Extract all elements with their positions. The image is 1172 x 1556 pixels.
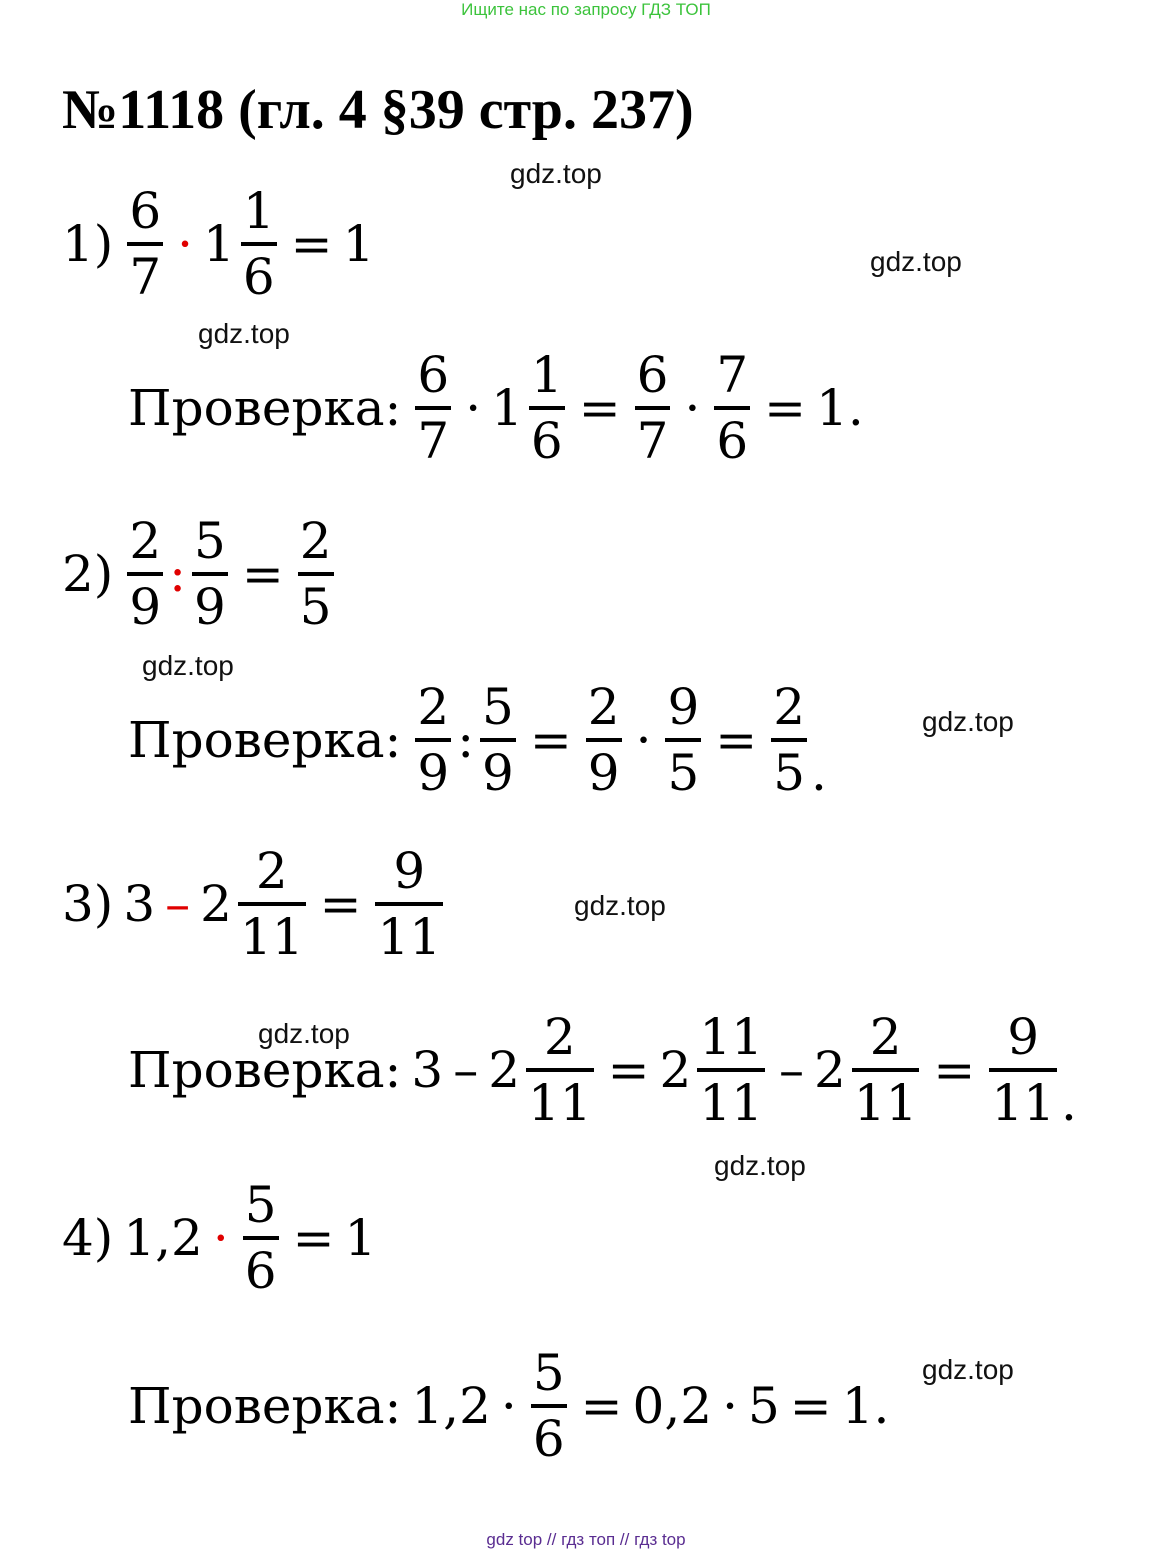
problem-number: 4) — [62, 1209, 114, 1267]
numerator: 2 — [299, 512, 332, 570]
result: 1. — [841, 1377, 890, 1435]
numerator: 6 — [636, 346, 669, 404]
decimal-number: 0,2 — [632, 1377, 713, 1435]
fraction — [127, 512, 163, 636]
denominator: 9 — [127, 572, 163, 632]
minuend: 3 — [411, 1041, 444, 1099]
fraction — [241, 182, 277, 306]
decimal-number: 1,2 — [123, 1209, 203, 1267]
whole-part: 2 — [659, 1041, 692, 1099]
watermark: gdz.top — [922, 706, 1014, 737]
denominator: 11 — [697, 1068, 765, 1128]
denominator: 6 — [243, 1236, 279, 1296]
problem-number: 3) — [62, 875, 114, 933]
numerator: 5 — [532, 1344, 565, 1402]
numerator: 2 — [417, 678, 450, 736]
fraction — [127, 182, 163, 306]
numerator: 9 — [1007, 1008, 1040, 1066]
fraction — [375, 842, 443, 966]
numerator: 7 — [716, 346, 749, 404]
decimal-number: 1,2 — [411, 1377, 491, 1435]
whole-part: 1 — [203, 215, 235, 273]
numerator: 6 — [129, 182, 162, 240]
equals-sign: = — [764, 379, 807, 437]
whole-part: 2 — [200, 875, 232, 933]
numerator: 2 — [587, 678, 620, 736]
fraction — [415, 678, 451, 802]
equals-sign: = — [241, 545, 284, 603]
equals-sign: = — [715, 711, 758, 769]
fraction — [665, 678, 701, 802]
operator: · — [177, 215, 194, 273]
denominator: 6 — [714, 406, 750, 466]
denominator: 6 — [241, 242, 277, 302]
fraction — [243, 1176, 279, 1300]
fraction — [298, 512, 334, 636]
denominator: 11 — [989, 1068, 1057, 1128]
denominator: 9 — [415, 738, 451, 798]
watermark: gdz.top — [258, 1018, 350, 1049]
problem-4 — [62, 1176, 377, 1300]
problem-3 — [62, 842, 447, 966]
denominator: 7 — [415, 406, 451, 466]
page-title: №1118 (гл. 4 §39 стр. 237) — [62, 79, 694, 141]
fraction — [989, 1008, 1057, 1132]
equals-sign: = — [290, 215, 333, 273]
numerator: 1 — [242, 182, 275, 240]
problem-1 — [62, 182, 375, 306]
check-2 — [128, 678, 827, 802]
period: . — [1060, 1074, 1077, 1132]
check-label: Проверка: — [128, 1041, 402, 1099]
equals-sign: = — [578, 379, 621, 437]
numerator: 2 — [869, 1008, 902, 1066]
equals-sign: = — [789, 1377, 832, 1435]
watermark: gdz.top — [142, 650, 234, 681]
equals-sign: = — [580, 1377, 623, 1435]
numerator: 5 — [244, 1176, 277, 1234]
watermark: gdz.top — [922, 1354, 1014, 1385]
check-label: Проверка: — [128, 1377, 402, 1435]
operator: – — [778, 1041, 804, 1099]
watermark: gdz.top — [574, 890, 666, 921]
check-label: Проверка: — [128, 711, 402, 769]
top-banner: Ищите нас по запросу ГДЗ ТОП — [461, 0, 711, 19]
equals-sign: = — [292, 1209, 335, 1267]
denominator: 11 — [238, 902, 306, 962]
whole-part: 2 — [488, 1041, 520, 1099]
denominator: 5 — [665, 738, 701, 798]
numerator: 6 — [417, 346, 450, 404]
fraction — [238, 842, 306, 966]
operator: – — [453, 1041, 479, 1099]
equals-sign: = — [933, 1041, 976, 1099]
numerator: 2 — [129, 512, 162, 570]
fraction — [852, 1008, 920, 1132]
operator: : — [457, 711, 475, 769]
denominator: 5 — [771, 738, 807, 798]
watermark: gdz.top — [714, 1150, 806, 1181]
fraction — [714, 346, 750, 470]
denominator: 11 — [852, 1068, 920, 1128]
numerator: 2 — [255, 842, 288, 900]
period: . — [811, 744, 827, 802]
whole-part: 1 — [491, 379, 523, 437]
check-label: Проверка: — [128, 379, 402, 437]
denominator: 11 — [526, 1068, 594, 1128]
number: 5 — [747, 1377, 780, 1435]
operator: · — [684, 379, 701, 437]
problem-number: 1) — [62, 215, 114, 273]
operator: · — [465, 379, 482, 437]
watermark: gdz.top — [510, 158, 602, 189]
result: 1. — [816, 379, 864, 437]
fraction — [526, 1008, 594, 1132]
fraction — [529, 346, 565, 470]
problem-number: 2) — [62, 545, 114, 603]
result: 1 — [344, 1209, 377, 1267]
fraction — [697, 1008, 765, 1132]
fraction — [635, 346, 671, 470]
numerator: 5 — [194, 512, 226, 570]
fraction — [586, 678, 622, 802]
numerator: 5 — [482, 678, 514, 736]
numerator: 2 — [773, 678, 806, 736]
operator: · — [500, 1377, 517, 1435]
footer-watermark: gdz top // гдз топ // гдз top — [486, 1530, 686, 1549]
denominator: 6 — [531, 1404, 567, 1464]
denominator: 6 — [529, 406, 565, 466]
denominator: 11 — [375, 902, 443, 962]
numerator: 11 — [699, 1008, 763, 1066]
check-3 — [128, 1008, 1077, 1132]
minuend: 3 — [123, 875, 156, 933]
operator: · — [722, 1377, 738, 1435]
numerator: 9 — [667, 678, 700, 736]
problem-2 — [62, 512, 338, 636]
denominator: 9 — [586, 738, 622, 798]
numerator: 9 — [393, 842, 426, 900]
denominator: 9 — [480, 738, 516, 798]
operator: : — [169, 545, 186, 603]
operator: · — [635, 711, 652, 769]
watermark: gdz.top — [870, 246, 962, 277]
denominator: 9 — [192, 572, 228, 632]
equals-sign: = — [529, 711, 572, 769]
fraction — [480, 678, 516, 802]
operator: · — [212, 1209, 229, 1267]
fraction — [771, 678, 807, 802]
equals-sign: = — [319, 875, 362, 933]
denominator: 5 — [298, 572, 334, 632]
equals-sign: = — [607, 1041, 650, 1099]
fraction — [415, 346, 451, 470]
operator: – — [165, 875, 191, 933]
result: 1 — [342, 215, 375, 273]
denominator: 7 — [127, 242, 163, 302]
watermark: gdz.top — [198, 318, 290, 349]
numerator: 1 — [530, 346, 563, 404]
fraction — [192, 512, 228, 636]
whole-part: 2 — [813, 1041, 846, 1099]
numerator: 2 — [543, 1008, 576, 1066]
denominator: 7 — [635, 406, 671, 466]
check-4 — [128, 1344, 890, 1468]
fraction — [531, 1344, 567, 1468]
check-1 — [128, 346, 864, 470]
